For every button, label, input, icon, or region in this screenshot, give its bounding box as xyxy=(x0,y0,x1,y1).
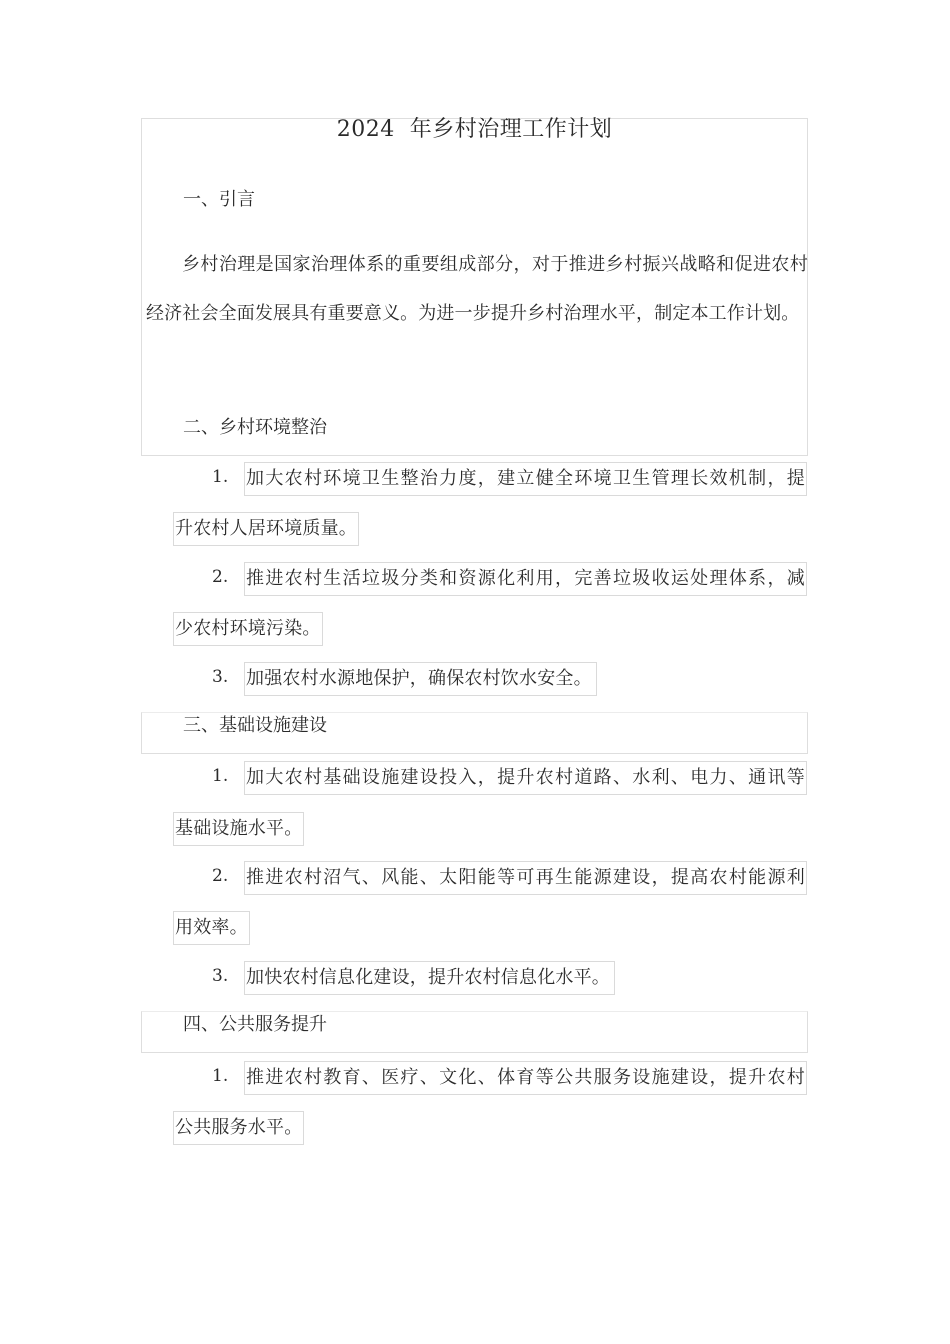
list-item-text-continued: 用效率。 xyxy=(173,911,250,945)
document-title: 2024 年乡村治理工作计划 xyxy=(336,117,613,142)
list-item-text: 加快农村信息化建设，提升农村信息化水平。 xyxy=(244,961,615,995)
section-heading-environment: 二、乡村环境整治 xyxy=(183,417,327,438)
section-heading-intro: 一、引言 xyxy=(183,189,255,210)
list-item-text: 推进农村教育、医疗、文化、体育等公共服务设施建设，提升农村 xyxy=(244,1061,807,1095)
list-item-text: 加强农村水源地保护，确保农村饮水安全。 xyxy=(244,662,597,696)
list-item-text: 加大农村基础设施建设投入，提升农村道路、水利、电力、通讯等 xyxy=(244,761,807,795)
list-item-number: 1. xyxy=(212,1066,229,1086)
list-item-text: 推进农村生活垃圾分类和资源化利用，完善垃圾收运处理体系，减 xyxy=(244,562,807,596)
list-item-number: 2. xyxy=(212,567,229,587)
list-item-number: 2. xyxy=(212,866,229,886)
list-item-text-continued: 少农村环境污染。 xyxy=(173,612,323,646)
list-item-text: 推进农村沼气、风能、太阳能等可再生能源建设，提高农村能源利 xyxy=(244,861,807,895)
list-item-text-continued: 基础设施水平。 xyxy=(173,812,304,846)
section-heading-infrastructure: 三、基础设施建设 xyxy=(183,715,327,736)
list-item-number: 3. xyxy=(212,966,229,986)
section-heading-public-services: 四、公共服务提升 xyxy=(183,1014,327,1035)
list-item-number: 3. xyxy=(212,667,229,687)
list-item-number: 1. xyxy=(212,766,229,786)
list-item-text-continued: 公共服务水平。 xyxy=(173,1111,304,1145)
list-item-number: 1. xyxy=(212,467,229,487)
list-item-text: 加大农村环境卫生整治力度，建立健全环境卫生管理长效机制，提 xyxy=(244,462,807,496)
list-item-text-continued: 升农村人居环境质量。 xyxy=(173,512,359,546)
intro-paragraph: 乡村治理是国家治理体系的重要组成部分，对于推进乡村振兴战略和促进农村经济社会全面发展具有重要意义。为进一步提升乡村治理水平，制定本工作计划。 xyxy=(146,254,808,324)
